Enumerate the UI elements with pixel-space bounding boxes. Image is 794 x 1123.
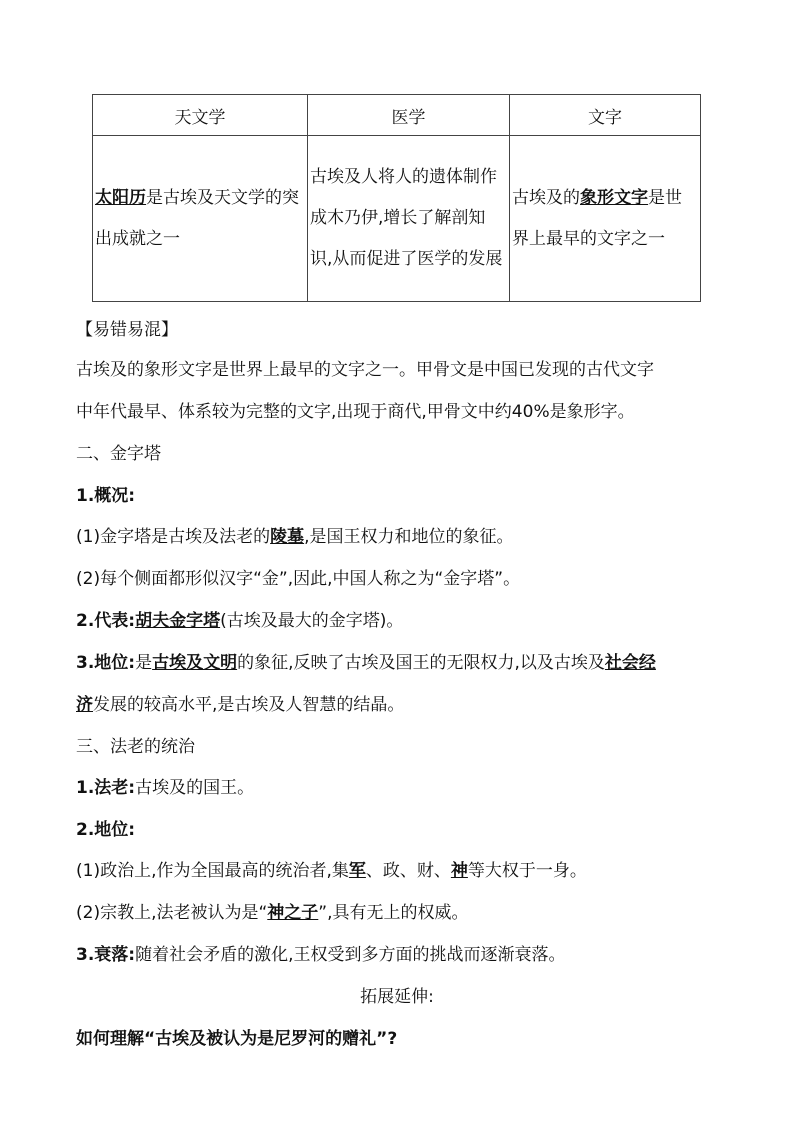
header-medicine: 医学 [308, 95, 510, 136]
paragraph [76, 940, 726, 965]
text: (1)政治上,作为全国最高的统治者,集 [76, 861, 349, 881]
text: 、政、财、 [365, 861, 451, 881]
text: 古埃及的国王。 [135, 778, 255, 798]
key-term: 济 [76, 695, 93, 715]
note-line: 古埃及的象形文字是世界上最早的文字之一。甲骨文是中国已发现的古代文字 [76, 360, 654, 380]
paragraph [76, 522, 726, 547]
extend-title: 拓展延伸: [360, 987, 434, 1007]
subheading: 3.地位: [76, 653, 136, 673]
paragraph [76, 898, 726, 923]
text: (2)宗教上,法老被认为是“ [76, 903, 268, 923]
key-term: 胡夫金字塔 [135, 611, 221, 631]
text: 是 [135, 653, 153, 673]
paragraph [76, 648, 726, 673]
subheading: 3.衰落: [76, 945, 136, 965]
cell-medicine: 古埃及人将人的遗体制作成木乃伊,增长了解剖知识,从而促进了医学的发展 [308, 136, 510, 302]
note-title: 【易错易混】 [76, 320, 178, 340]
key-term: 军 [348, 861, 366, 881]
paragraph [76, 606, 726, 631]
section-title: 二、金字塔 [76, 444, 161, 464]
text: 等大权于一身。 [467, 861, 587, 881]
key-term: 社会经 [604, 653, 656, 673]
text: 的象征,反映了古埃及国王的无限权力,以及古埃及 [237, 653, 605, 673]
cell-text: 是古埃及天文学的突出成就之一 [95, 187, 299, 249]
subheading: 2.地位: [76, 820, 136, 840]
text: ”,具有无上的权威。 [318, 903, 469, 923]
paragraph [76, 856, 726, 881]
subheading: 2.代表: [76, 611, 136, 631]
cell-text: 古埃及的 [512, 187, 580, 208]
header-writing: 文字 [510, 95, 701, 136]
cell-writing [510, 136, 701, 302]
table-header-row [93, 95, 701, 136]
cell-text: 是世界上最早的文字之一 [512, 187, 682, 249]
paragraph [76, 690, 726, 715]
key-term: 神 [450, 861, 468, 881]
key-term: 太阳历 [95, 187, 146, 208]
header-astronomy: 天文学 [93, 95, 308, 136]
text: ,是国王权力和地位的象征。 [304, 527, 514, 547]
key-term: 象形文字 [580, 187, 648, 208]
subheading: 1.概况: [76, 486, 136, 506]
text: (古埃及最大的金字塔)。 [220, 611, 404, 631]
text: 随着社会矛盾的激化,王权受到多方面的挑战而逐渐衰落。 [135, 945, 566, 965]
civilization-table [92, 94, 701, 302]
paragraph: (2)每个侧面都形似汉字“金”,因此,中国人称之为“金字塔”。 [76, 569, 521, 589]
key-term: 古埃及文明 [152, 653, 238, 673]
subheading: 1.法老: [76, 778, 136, 798]
note-line: 中年代最早、体系较为完整的文字,出现于商代,甲骨文中约40%是象形字。 [76, 402, 635, 422]
key-term: 陵墓 [270, 527, 305, 547]
section-title: 三、法老的统治 [76, 737, 195, 757]
table-row [93, 136, 701, 302]
key-term: 神之子 [267, 903, 319, 923]
paragraph [76, 773, 726, 798]
cell-astronomy [93, 136, 308, 302]
text: (1)金字塔是古埃及法老的 [76, 527, 271, 547]
question: 如何理解“古埃及被认为是尼罗河的赠礼”? [76, 1029, 398, 1049]
text: 发展的较高水平,是古埃及人智慧的结晶。 [93, 695, 405, 715]
